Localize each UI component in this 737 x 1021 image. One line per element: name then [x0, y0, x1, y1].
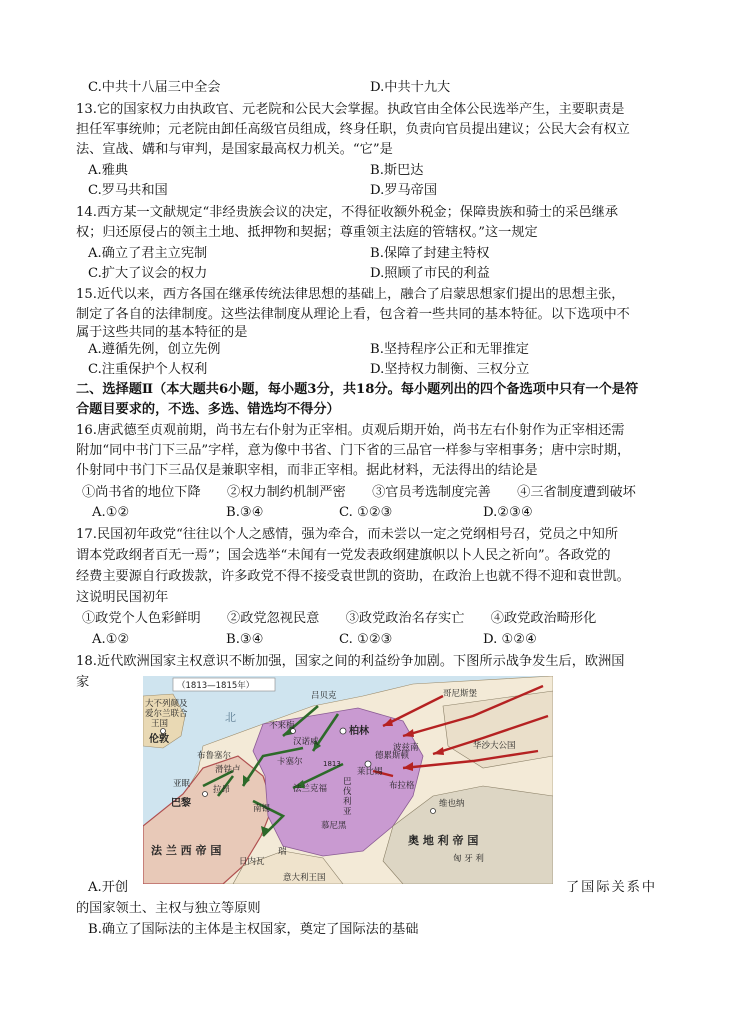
q16-statements: ①尚书省的地位下降 ②权力制约机制严密 ③官员考选制度完善 ④三省制度遭到破坏 [82, 485, 636, 500]
q12-option-d: D.中共十九大 [370, 80, 451, 95]
label-posen: 波兹南 [393, 743, 419, 753]
label-brussels: 布鲁塞尔 [197, 751, 232, 761]
q13-option-a: A.雅典 [88, 163, 129, 178]
city-dot-paris [203, 792, 208, 797]
label-munich: 慕尼黑 [321, 821, 347, 831]
label-dresden: 德累斯顿 [375, 751, 410, 761]
section-2-header-line-2: 合题目要求的，不选、多选、错选均不得分） [76, 402, 340, 417]
label-bremen: 不来梅 [269, 721, 295, 731]
label-laon: 拉昂 [213, 785, 231, 795]
label-uk-1: 大不列颠及 [145, 699, 188, 709]
q15-option-a: A.遵循先例，创立先例 [88, 342, 221, 357]
label-bavaria-1: 巴 [343, 777, 352, 787]
label-swiss: 瑞 [278, 847, 287, 857]
q17-stem-line-2: 谓本党政纲者百无一焉”；国会选举“未闻有一党发表政纲建旗帜以卜人民之祈向”。各政党的 [76, 548, 611, 563]
q17-stem-line-1: 17.民国初年政党“往往以个人之感情，强为牵合，而未尝以一定之党纲相号召，党员之中知所 [76, 527, 619, 542]
map-svg [143, 676, 553, 884]
q15-option-b: B.坚持程序公正和无罪推定 [370, 342, 529, 357]
q18-option-a-continued: 的国家领土、主权与独立等原则 [76, 901, 261, 916]
q17-stem-line-4: 这说明民国初年 [76, 590, 169, 605]
q17-option-b: B.③④ [226, 632, 264, 647]
label-vienna: 维也纳 [439, 799, 465, 809]
q13-stem-line-3: 法、宣战、媾和与审判，是国家最高权力机关。“它”是 [76, 142, 393, 157]
q12-option-c: C.中共十八届三中全会 [88, 80, 221, 95]
label-bavaria-2: 伐 [343, 787, 352, 797]
label-france: 法 兰 西 帝 国 [151, 844, 222, 857]
q14-option-c: C.扩大了议会的权力 [88, 266, 208, 281]
q17-option-c: C. ①②③ [339, 632, 393, 647]
napoleonic-war-map [143, 676, 553, 884]
q15-stem-line-3: 属于这些共同的基本特征的是 [76, 325, 248, 340]
label-kassel: 卡塞尔 [277, 757, 303, 767]
q15-stem-line-2: 制定了各自的法律制度。这些法律制度从理论上看，包含着一些共同的基本特征。以下选项中不 [76, 307, 630, 322]
label-uk-2: 爱尔兰联合 [145, 709, 188, 719]
map-title: （1813—1815年） [177, 681, 255, 691]
q16-option-b: B.③④ [226, 505, 264, 520]
city-dot-berlin [340, 728, 346, 734]
label-year: 1813 [323, 760, 341, 768]
label-frankfurt: 法兰克福 [293, 784, 328, 794]
q13-option-c: C.罗马共和国 [88, 183, 168, 198]
label-austria: 奥 地 利 帝 国 [408, 834, 479, 847]
q15-stem-line-1: 15.近代以来，西方各国在继承传统法律思想的基础上，融合了启蒙思想家们提出的思想主张， [76, 287, 625, 302]
label-berlin: 柏林 [349, 726, 369, 737]
city-dot-london [161, 729, 166, 734]
label-uk-3: 王国 [151, 719, 169, 729]
q18-stem-line-2: 家 [76, 675, 90, 690]
q13-option-d: D.罗马帝国 [370, 183, 438, 198]
q17-stem-line-3: 经费主要源自行政拨款，许多政党不得不接受袁世凯的资助，在政治上也就不得不迎和袁世凯。 [76, 569, 630, 584]
city-dot-vienna [431, 809, 436, 814]
q16-stem-line-3: 仆射同中书门下三品仅是兼职宰相，而非正宰相。据此材料，无法得出的结论是 [76, 463, 538, 478]
q16-stem-line-2: 附加“同中书门下三品”字样，意为像中书省、门下省的三品官一样参与宰相事务；唐中宗时期， [76, 443, 631, 458]
q15-option-c: C.注重保护个人权利 [88, 362, 208, 377]
label-hungary: 匈 牙 利 [453, 854, 484, 864]
q18-option-a-end: 了国际关系中 [566, 880, 658, 895]
label-bavaria-4: 亚 [343, 807, 352, 817]
label-italy: 意大利王国 [283, 873, 326, 883]
q13-stem-line-2: 担任军事统帅；元老院由卸任高级官员组成，终身任职，负责向官员提出建议；公民大会有权立 [76, 122, 630, 137]
label-paris: 巴黎 [171, 798, 191, 809]
q17-option-d: D. ①②④ [483, 632, 537, 647]
q16-option-d: D.②③④ [483, 505, 533, 520]
q14-stem-line-2: 权；归还原侵占的领主土地、抵押物和契据；尊重领主法庭的管辖权。”这一规定 [76, 225, 538, 240]
label-north-sea: 北 [225, 711, 236, 724]
q14-stem-line-1: 14.西方某一文献规定“非经贵族会议的决定，不得征收额外税金；保障贵族和骑士的采邑继承 [76, 205, 619, 220]
label-geneva: 日内瓦 [239, 857, 265, 867]
q16-stem-line-1: 16.唐武德至贞观前期，尚书左右仆射为正宰相。贞观后期开始，尚书左右仆射作为正宰相还需 [76, 423, 625, 438]
label-hannover: 汉诺威 [293, 737, 319, 747]
q13-option-b: B.斯巴达 [370, 163, 424, 178]
q17-statements: ①政党个人色彩鲜明 ②政党忽视民意 ③政党政治名存实亡 ④政党政治畸形化 [82, 611, 597, 626]
q18-option-a-start: A.开创 [88, 880, 129, 895]
q15-option-d: D.坚持权力制衡、三权分立 [370, 362, 530, 377]
q14-option-d: D.照顾了市民的利益 [370, 266, 490, 281]
q16-option-a: A.①② [92, 505, 130, 520]
label-leipzig: 莱比锡 [357, 767, 383, 777]
label-london: 伦敦 [149, 734, 169, 745]
q13-stem-line-1: 13.它的国家权力由执政官、元老院和公民大会掌握。执政官由全体公民选举产生，主要职责是 [76, 102, 625, 117]
q14-option-a: A.确立了君主立宪制 [88, 246, 208, 261]
q14-option-b: B.保障了封建主特权 [370, 246, 490, 261]
label-prague: 布拉格 [389, 781, 415, 791]
label-bavaria-3: 利 [343, 797, 352, 807]
q17-option-a: A.①② [92, 632, 130, 647]
label-waterloo: 滑铁卢 [215, 765, 241, 775]
q18-stem-line-1: 18.近代欧洲国家主权意识不断加强，国家之间的利益纷争加剧。下图所示战争发生后，欧洲国 [76, 654, 625, 669]
label-warsaw: 华沙大公国 [473, 741, 516, 751]
label-amiens: 亚眠 [173, 779, 191, 789]
label-koenigsberg: 哥尼斯堡 [443, 689, 478, 699]
section-2-header-line-1: 二、选择题Ⅱ（本大题共6小题，每小题3分，共18分。每小题列出的四个备选项中只有一个是符 [76, 382, 639, 397]
label-luebeck: 吕贝克 [311, 691, 337, 701]
q18-option-b: B.确立了国际法的主体是主权国家，奠定了国际法的基础 [88, 922, 419, 937]
q16-option-c: C. ①②③ [339, 505, 393, 520]
label-nancy: 南锡 [253, 804, 271, 814]
